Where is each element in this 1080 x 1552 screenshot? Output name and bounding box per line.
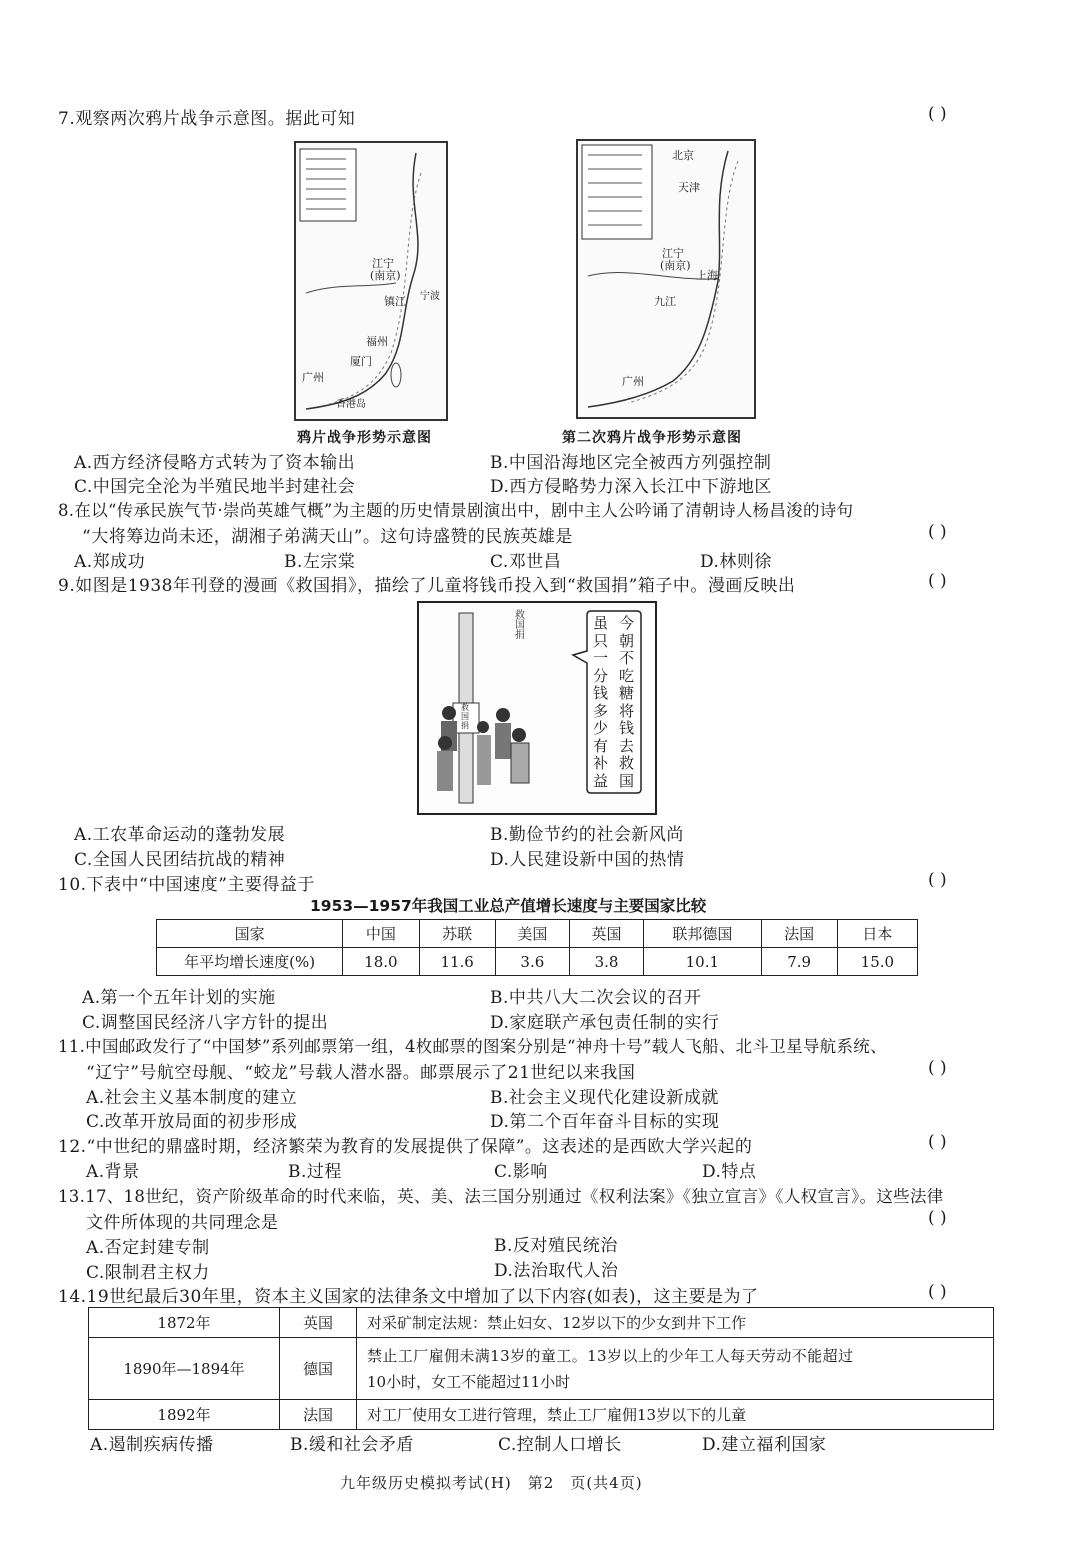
q14-stem: 14.19世纪最后30年里，资本主义国家的法律条文中增加了以下内容(如表)，这主要是为了 — [58, 1287, 759, 1307]
q10-table — [156, 919, 918, 976]
q7-option-c[interactable]: C.中国完全沦为半殖民地半封建社会 — [74, 477, 356, 497]
q13-option-a[interactable]: A.否定封建专制 — [86, 1238, 210, 1258]
q11-option-b[interactable]: B.社会主义现代化建设新成就 — [490, 1088, 719, 1108]
q10-stem: 10.下表中“中国速度”主要得益于 — [58, 875, 315, 895]
q7-option-b[interactable]: B.中国沿海地区完全被西方列强控制 — [490, 453, 772, 473]
page-footer: 九年级历史模拟考试(H) 第2 页(共4页) — [340, 1474, 643, 1492]
cartoon-bubble-text: 今朝不吃糖将钱去救国 — [619, 614, 635, 790]
q8-option-a[interactable]: A.郑成功 — [74, 552, 146, 572]
q8-stem-line2: “大将筹边尚未还，湖湘子弟满天山”。这句诗盛赞的民族英雄是 — [82, 527, 573, 547]
map1-label: (南京) — [370, 269, 401, 282]
cartoon-image — [417, 601, 657, 815]
q11-option-d[interactable]: D.第二个百年奋斗目标的实现 — [490, 1112, 720, 1132]
q14-table — [88, 1307, 994, 1430]
q9-option-a[interactable]: A.工农革命运动的蓬勃发展 — [74, 825, 286, 845]
map1-label: 福州 — [366, 335, 388, 348]
q8-stem-line1: 8.在以“传承民族气节·崇尚英雄气概”为主题的历史情景剧演出中，剧中主人公吟诵了清朝诗人杨昌浚的诗句 — [58, 501, 854, 520]
q12-option-d[interactable]: D.特点 — [702, 1162, 757, 1182]
answer-paren: ( ) — [928, 1058, 947, 1078]
q14-option-c[interactable]: C.控制人口增长 — [498, 1435, 622, 1455]
table-header: 中国 — [343, 920, 419, 948]
answer-paren: ( ) — [928, 870, 947, 890]
q10-table-title: 1953—1957年我国工业总产值增长速度与主要国家比较 — [310, 897, 707, 915]
answer-paren: ( ) — [928, 522, 947, 542]
table-header-row — [157, 920, 918, 948]
q13-option-c[interactable]: C.限制君主权力 — [86, 1263, 210, 1283]
map2-label: 江宁 — [662, 247, 684, 260]
map2-label: 广州 — [622, 375, 644, 388]
map2-caption: 第二次鸦片战争形势示意图 — [562, 430, 742, 446]
table-header: 联邦德国 — [644, 920, 762, 948]
table-row — [89, 1400, 994, 1430]
q13-option-d[interactable]: D.法治取代人治 — [494, 1261, 619, 1281]
table-cell-content: 对采矿制定法规：禁止妇女、12岁以下的少女到井下工作 — [357, 1308, 994, 1338]
q14-option-d[interactable]: D.建立福利国家 — [702, 1435, 827, 1455]
table-cell: 18.0 — [343, 948, 419, 976]
answer-paren: ( ) — [928, 104, 947, 124]
cartoon-bubble-text: 虽只一分钱多少有补益 — [593, 614, 609, 790]
map2-label: 天津 — [678, 181, 700, 194]
answer-paren: ( ) — [928, 571, 947, 591]
table-header: 美国 — [495, 920, 569, 948]
table-cell-content: 对工厂使用女工进行管理，禁止工厂雇佣13岁以下的儿童 — [357, 1400, 994, 1430]
map1-caption: 鸦片战争形势示意图 — [297, 430, 432, 446]
content-line: 10小时，女工不能超过11小时 — [367, 1372, 571, 1391]
second-opium-war-map — [576, 139, 756, 419]
q7-stem: 7.观察两次鸦片战争示意图。据此可知 — [58, 109, 356, 129]
cartoon-side-text: 救国捐 — [515, 610, 525, 641]
map1-label: 厦门 — [350, 355, 372, 368]
table-cell-content — [357, 1338, 994, 1400]
q8-option-d[interactable]: D.林则徐 — [700, 552, 772, 572]
q12-option-b[interactable]: B.过程 — [288, 1162, 342, 1182]
map2-label: 北京 — [672, 149, 694, 162]
q12-option-c[interactable]: C.影响 — [494, 1162, 548, 1182]
q10-option-a[interactable]: A.第一个五年计划的实施 — [82, 988, 276, 1008]
table-cell-country: 英国 — [280, 1308, 357, 1338]
table-cell-country: 法国 — [280, 1400, 357, 1430]
q9-option-c[interactable]: C.全国人民团结抗战的精神 — [74, 850, 286, 870]
map2-label: 九江 — [654, 295, 676, 308]
table-cell: 15.0 — [837, 948, 917, 976]
q13-option-b[interactable]: B.反对殖民统治 — [494, 1236, 618, 1256]
table-cell-year: 1890年—1894年 — [89, 1338, 280, 1400]
table-header: 英国 — [569, 920, 643, 948]
map2-label: (南京) — [660, 259, 691, 272]
table-header: 日本 — [837, 920, 917, 948]
table-header: 法国 — [761, 920, 837, 948]
map1-label: 广州 — [302, 371, 324, 384]
map1-label: 香港岛 — [336, 399, 366, 410]
q10-option-c[interactable]: C.调整国民经济八字方针的提出 — [82, 1013, 329, 1033]
answer-paren: ( ) — [928, 1282, 947, 1302]
q10-option-b[interactable]: B.中共八大二次会议的召开 — [490, 988, 702, 1008]
table-cell-year: 1892年 — [89, 1400, 280, 1430]
table-row — [89, 1338, 994, 1400]
table-cell: 7.9 — [761, 948, 837, 976]
q9-stem: 9.如图是1938年刊登的漫画《救国捐》，描绘了儿童将钱币投入到“救国捐”箱子中。漫画反映出 — [58, 576, 796, 596]
q8-option-b[interactable]: B.左宗棠 — [284, 552, 356, 572]
q9-option-d[interactable]: D.人民建设新中国的热情 — [490, 850, 685, 870]
q12-option-a[interactable]: A.背景 — [86, 1162, 140, 1182]
q14-option-b[interactable]: B.缓和社会矛盾 — [290, 1435, 414, 1455]
q12-stem: 12.“中世纪的鼎盛时期，经济繁荣为教育的发展提供了保障”。这表述的是西欧大学兴起的 — [58, 1137, 753, 1157]
q8-option-c[interactable]: C.邓世昌 — [490, 552, 562, 572]
opium-war-map — [294, 141, 448, 421]
q11-stem-line2: “辽宁”号航空母舰、“蛟龙”号载人潜水器。邮票展示了21世纪以来我国 — [86, 1063, 636, 1083]
map2-label: 上海 — [696, 269, 718, 282]
q11-option-c[interactable]: C.改革开放局面的初步形成 — [86, 1112, 298, 1132]
answer-paren: ( ) — [928, 1208, 947, 1228]
table-cell-year: 1872年 — [89, 1308, 280, 1338]
table-cell: 10.1 — [644, 948, 762, 976]
table-header: 苏联 — [419, 920, 495, 948]
table-cell-country: 德国 — [280, 1338, 357, 1400]
table-row — [89, 1308, 994, 1338]
q7-option-d[interactable]: D.西方侵略势力深入长江中下游地区 — [490, 477, 772, 497]
q13-stem-line2: 文件所体现的共同理念是 — [86, 1213, 279, 1233]
donation-box-label: 救国捐 — [461, 703, 469, 730]
table-row — [157, 948, 918, 976]
answer-paren: ( ) — [928, 1132, 947, 1152]
table-cell: 11.6 — [419, 948, 495, 976]
q9-option-b[interactable]: B.勤俭节约的社会新风尚 — [490, 825, 684, 845]
q13-stem-line1: 13.17、18世纪，资产阶级革命的时代来临，英、美、法三国分别通过《权利法案》《独立宣言》《人权宣言》。这些法律 — [58, 1187, 944, 1206]
q11-option-a[interactable]: A.社会主义基本制度的建立 — [86, 1088, 298, 1108]
q11-stem-line1: 11.中国邮政发行了“中国梦”系列邮票第一组，4枚邮票的图案分别是“神舟十号”载人飞船、北斗卫星导航系统、 — [58, 1037, 887, 1056]
map1-label: 镇江 — [384, 295, 406, 308]
table-cell: 3.8 — [569, 948, 643, 976]
q7-option-a[interactable]: A.西方经济侵略方式转为了资本输出 — [74, 453, 356, 473]
table-cell: 3.6 — [495, 948, 569, 976]
map1-label: 宁波 — [420, 291, 440, 302]
q10-option-d[interactable]: D.家庭联产承包责任制的实行 — [490, 1013, 720, 1033]
map1-label: 江宁 — [372, 257, 394, 270]
table-header: 国家 — [157, 920, 343, 948]
map-coastline — [578, 141, 754, 417]
table-cell: 年平均增长速度(%) — [157, 948, 343, 976]
content-line: 禁止工厂雇佣未满13岁的童工。13岁以上的少年工人每天劳动不能超过 — [367, 1346, 854, 1365]
q14-option-a[interactable]: A.遏制疾病传播 — [90, 1435, 214, 1455]
